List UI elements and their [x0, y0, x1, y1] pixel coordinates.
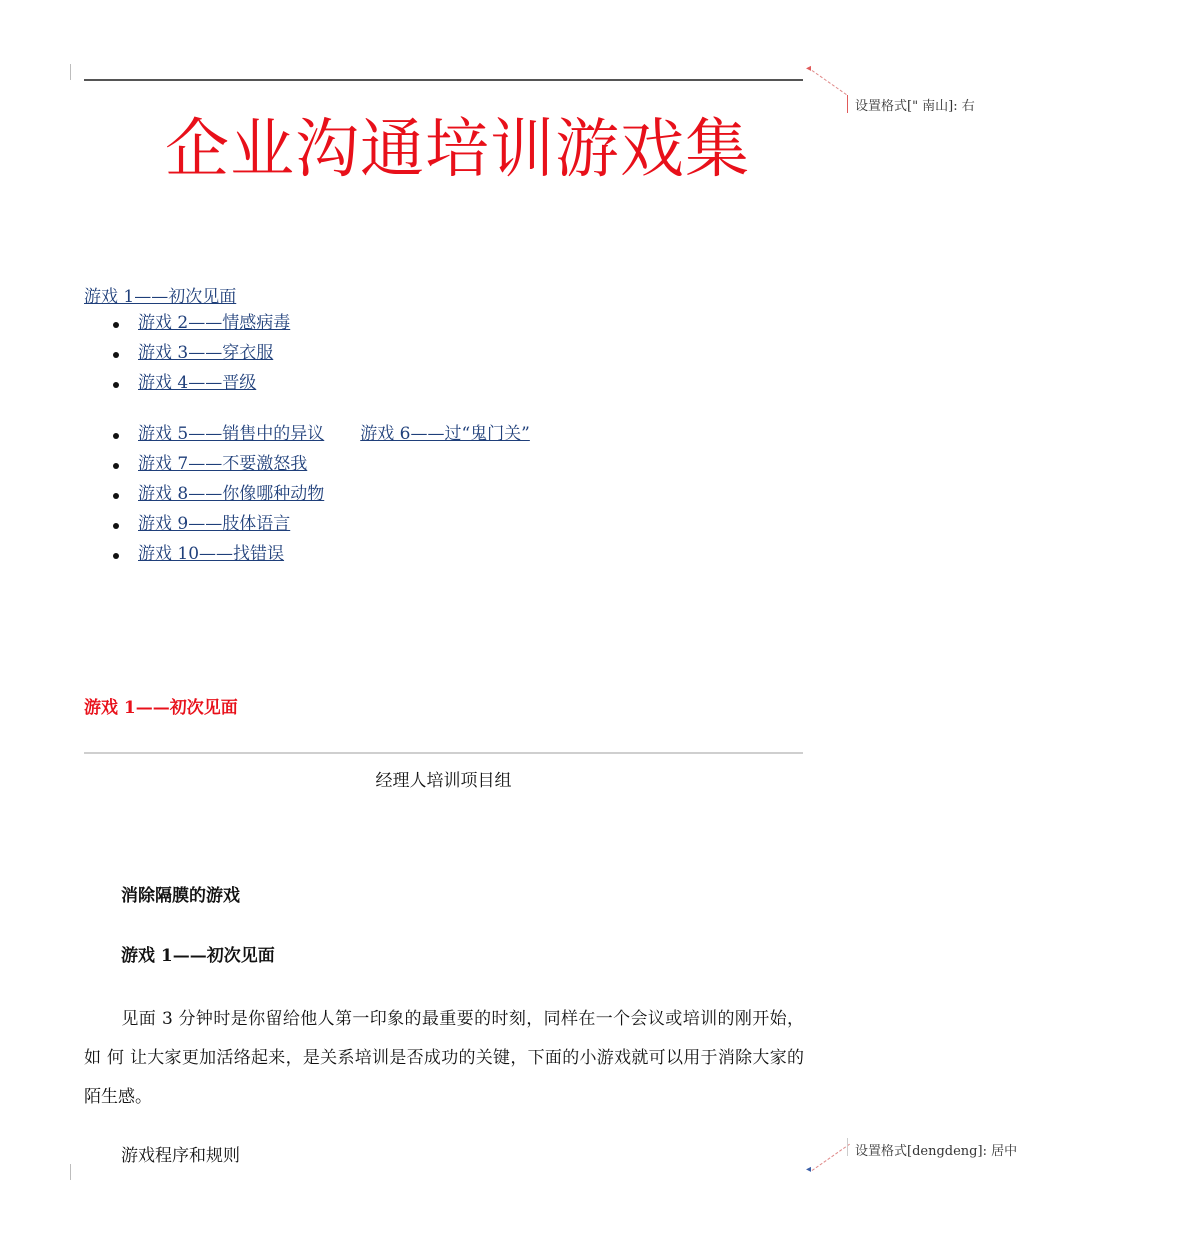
- toc-link-game-7[interactable]: 游戏 7——不要激怒我: [138, 454, 308, 474]
- comment-connector-top: [812, 70, 847, 95]
- toc-link-game-10[interactable]: 游戏 10——找错误: [138, 544, 285, 564]
- toc-link-game-1[interactable]: 游戏 1——初次见面: [84, 287, 237, 307]
- toc-link-game-2[interactable]: 游戏 2——情感病毒: [138, 313, 291, 333]
- document-title: 企业沟通培训游戏集: [165, 113, 750, 187]
- page-break-rule: [84, 752, 803, 754]
- heading-game-1: 游戏 1——初次见面: [121, 946, 275, 966]
- section-heading: 游戏 1——初次见面: [84, 698, 238, 718]
- toc-list-a: [110, 312, 290, 402]
- page-corner-mark-top: [70, 64, 71, 80]
- intro-paragraph-text: 见面 3 分钟时是你留给他人第一印象的最重要的时刻，同样在一个会议或培训的刚开始，如 何 让大家更加活络起来，是关系培训是否成功的关键，下面的小游戏就可以用于消除大家的陌生感。: [84, 1009, 804, 1107]
- list-item: [110, 513, 530, 543]
- comment-anchor-top-icon: ◂: [806, 63, 812, 74]
- intro-paragraph: [84, 1000, 804, 1117]
- list-item: [110, 342, 290, 372]
- toc-link-game-9[interactable]: 游戏 9——肢体语言: [138, 514, 291, 534]
- toc-link-game-3[interactable]: 游戏 3——穿衣服: [138, 343, 274, 363]
- page-corner-mark-bottom: [70, 1164, 71, 1180]
- page-header-text: 经理人培训项目组: [375, 771, 512, 791]
- toc-link-game-4[interactable]: 游戏 4——晋级: [138, 373, 257, 393]
- list-item: [110, 312, 290, 342]
- format-comment-bottom[interactable]: 设置格式[dengdeng]: 居中: [855, 1144, 1018, 1159]
- list-item: [110, 372, 290, 402]
- list-item: [110, 453, 530, 483]
- heading-icebreaker: 消除隔膜的游戏: [121, 886, 240, 906]
- comment-anchor-bottom-icon: ◂: [806, 1164, 812, 1175]
- list-item: [110, 483, 530, 513]
- rules-heading: 游戏程序和规则: [121, 1146, 240, 1166]
- comment-marker-bottom: [847, 1138, 848, 1156]
- list-item: [110, 543, 530, 573]
- comment-connector-bottom: [812, 1144, 850, 1171]
- format-comment-top[interactable]: 设置格式[" 南山]: 右: [855, 99, 975, 114]
- list-item: [110, 423, 530, 453]
- toc-list-b: [110, 423, 530, 573]
- comment-marker-top: [847, 95, 848, 113]
- header-rule: [84, 79, 803, 81]
- toc-link-game-5[interactable]: 游戏 5——销售中的异议: [138, 424, 325, 444]
- toc-link-game-6[interactable]: 游戏 6——过“鬼门关”: [360, 424, 530, 444]
- toc-link-game-8[interactable]: 游戏 8——你像哪种动物: [138, 484, 325, 504]
